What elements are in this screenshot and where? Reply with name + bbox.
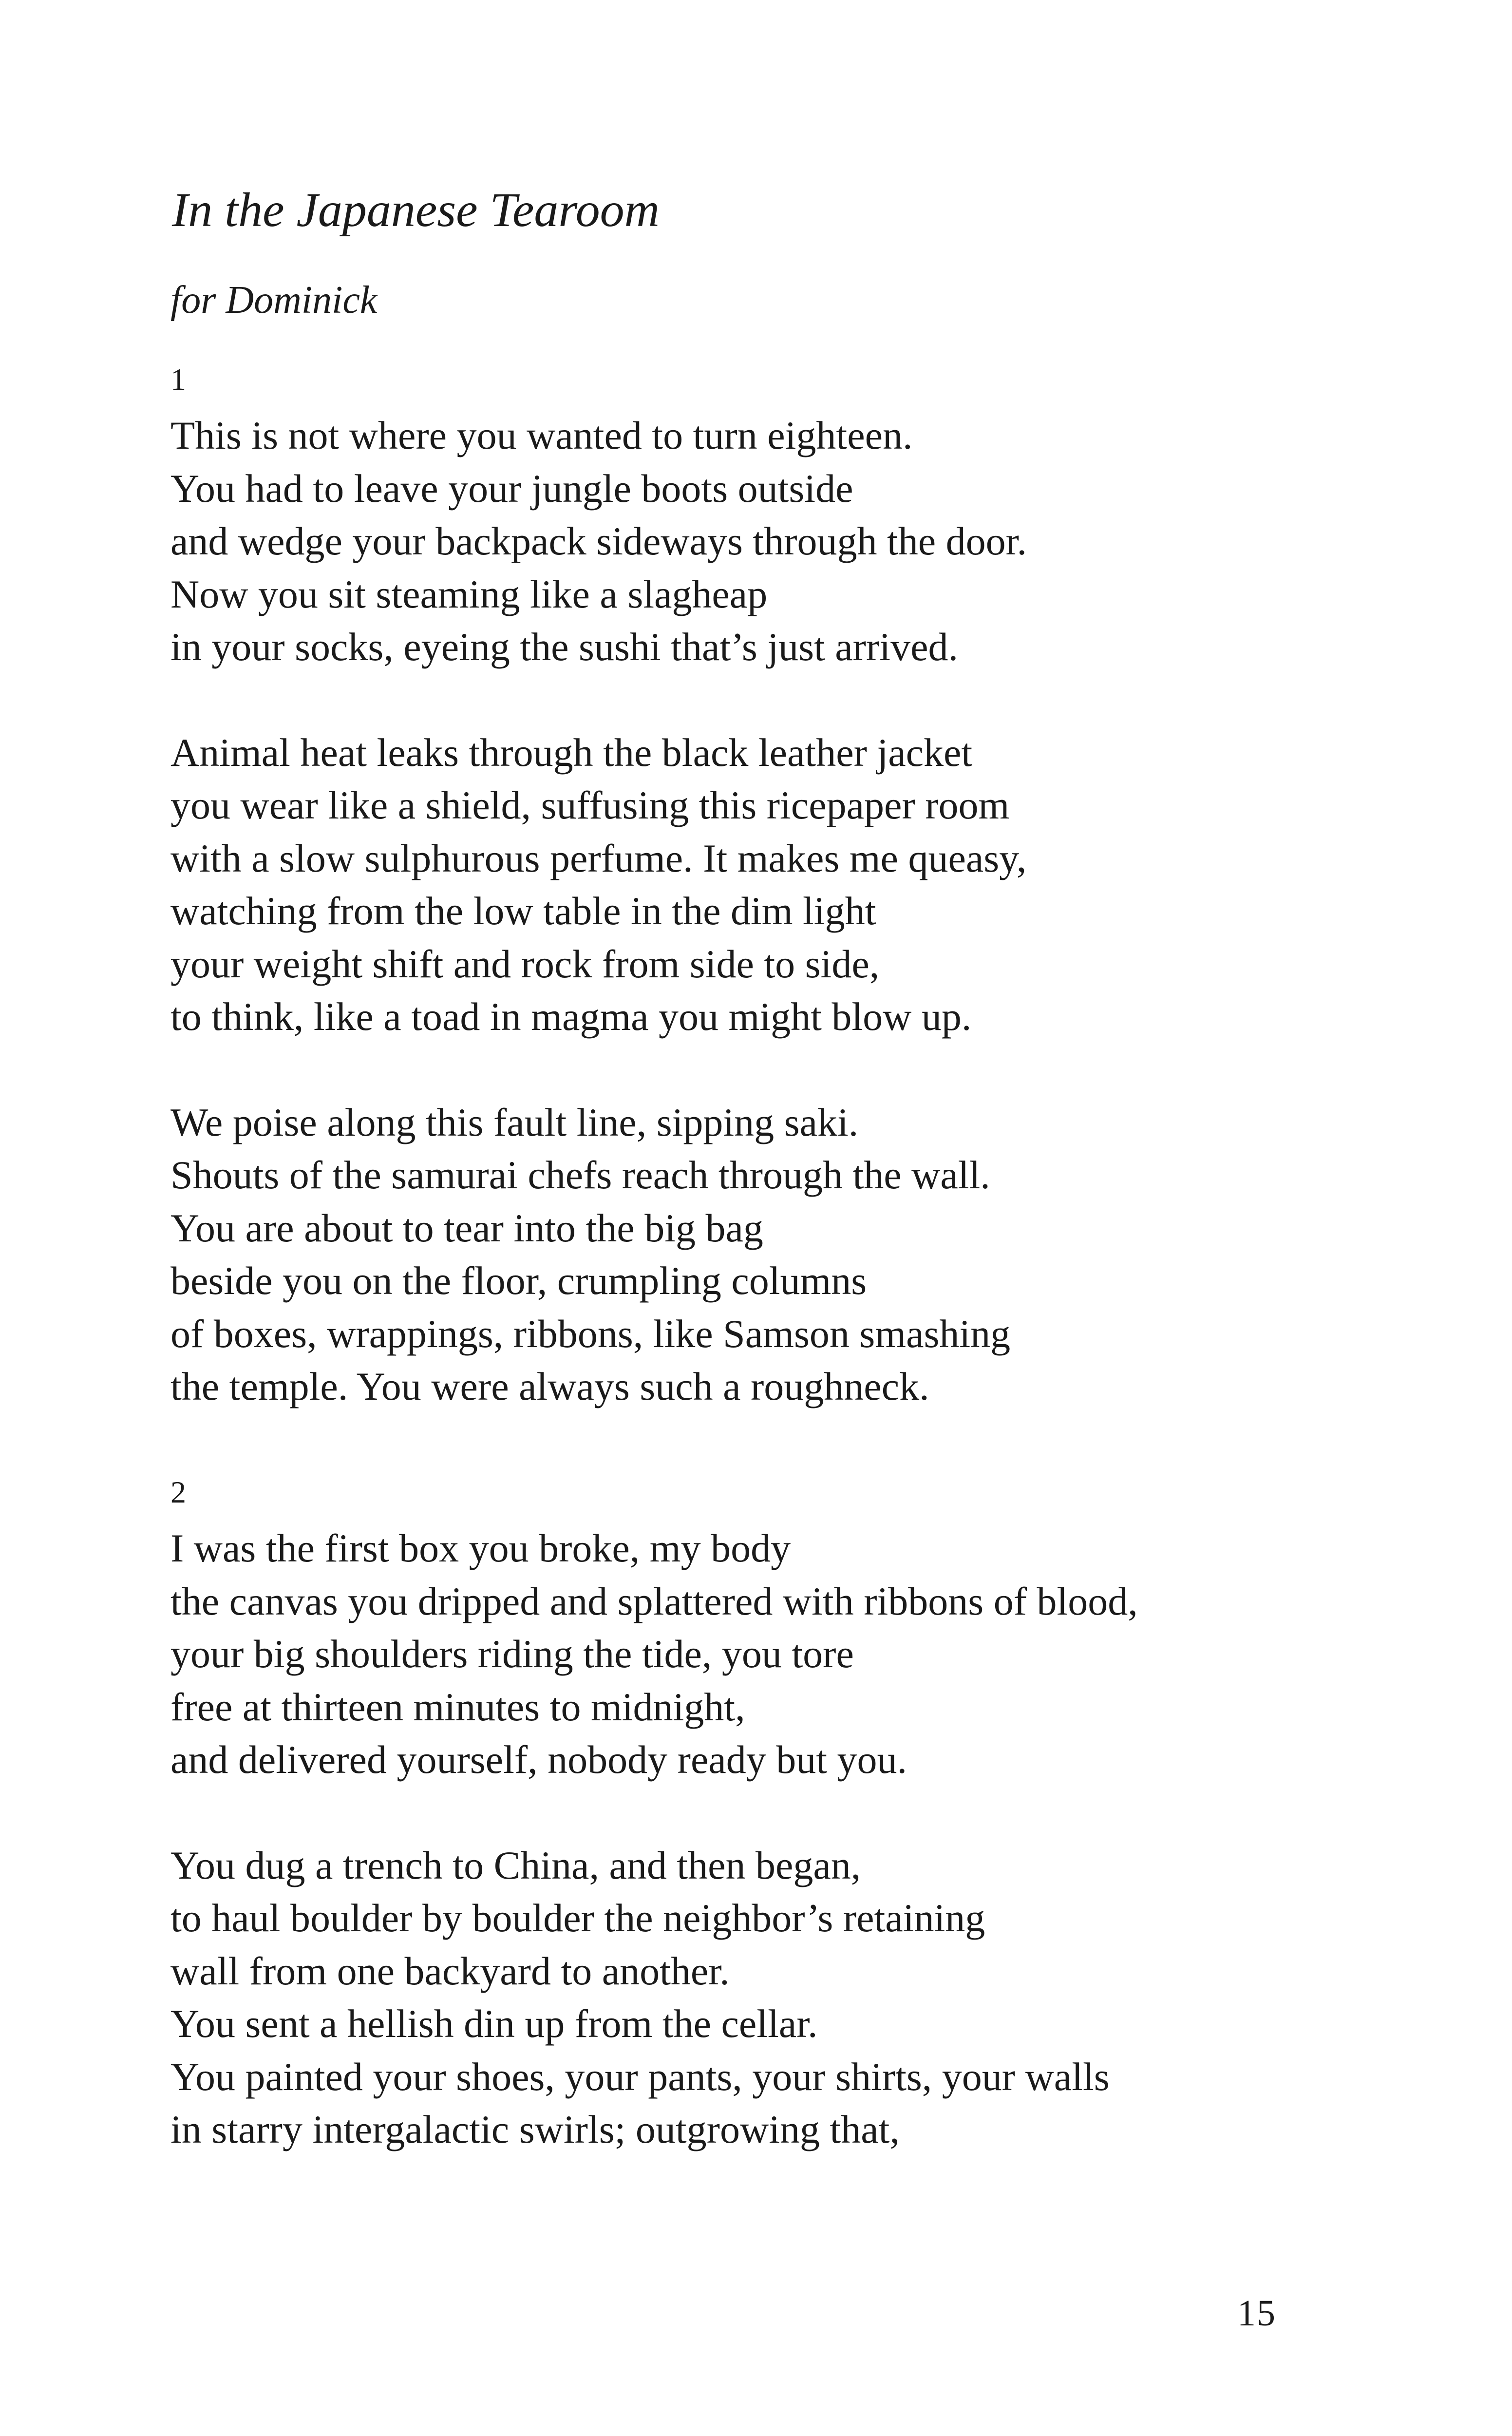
poem-line: You dug a trench to China, and then began, xyxy=(170,1843,861,1887)
poem-line: and delivered yourself, nobody ready but you. xyxy=(170,1737,907,1782)
poem-line: watching from the low table in the dim light xyxy=(170,889,876,933)
poem-line: in your socks, eyeing the sushi that’s just arrived. xyxy=(170,625,958,669)
poem-line: in starry intergalactic swirls; outgrowing that, xyxy=(170,2107,900,2151)
poem-line: to think, like a toad in magma you might blow up. xyxy=(170,994,972,1039)
poem-line: You sent a hellish din up from the cellar. xyxy=(170,2001,818,2046)
poem-line: you wear like a shield, suffusing this ricepaper room xyxy=(170,783,1010,827)
poem-line: to haul boulder by boulder the neighbor’s retaining xyxy=(170,1896,985,1940)
poem-line: Now you sit steaming like a slagheap xyxy=(170,571,768,616)
poem-line: I was the first box you broke, my body xyxy=(170,1526,791,1570)
stanza xyxy=(170,1522,1138,1787)
poem-line: Animal heat leaks through the black leather jacket xyxy=(170,730,973,775)
poem-section-1 xyxy=(170,362,1027,1413)
section-number: 1 xyxy=(170,362,186,397)
poem-title: In the Japanese Tearoom xyxy=(172,183,660,237)
section-number: 2 xyxy=(170,1475,186,1509)
page-number: 15 xyxy=(1237,2293,1276,2334)
stanza xyxy=(170,726,1027,1044)
poem-line: your big shoulders riding the tide, you tore xyxy=(170,1632,854,1676)
poem-line: and wedge your backpack sideways through the door. xyxy=(170,519,1027,563)
poem-line: of boxes, wrappings, ribbons, like Samson smashing xyxy=(170,1311,1011,1356)
poem-line: wall from one backyard to another. xyxy=(170,1948,730,1993)
stanza xyxy=(170,409,1027,674)
poem-line: You had to leave your jungle boots outside xyxy=(170,466,853,511)
poem-section-2 xyxy=(170,1475,1138,2156)
poem-line: with a slow sulphurous perfume. It makes me queasy, xyxy=(170,836,1027,880)
stanza xyxy=(170,1096,1027,1413)
stanza xyxy=(170,1839,1138,2156)
poem-line: Shouts of the samurai chefs reach through the wall. xyxy=(170,1153,990,1197)
poem-line: beside you on the floor, crumpling columns xyxy=(170,1258,867,1303)
poem-dedication: for Dominick xyxy=(170,279,378,322)
poem-line: the temple. You were always such a roughneck. xyxy=(170,1364,929,1408)
poem-line: You painted your shoes, your pants, your shirts, your walls xyxy=(170,2054,1110,2099)
poem-line: You are about to tear into the big bag xyxy=(170,1205,763,1250)
poem-line: This is not where you wanted to turn eighteen. xyxy=(170,413,913,457)
poem-line: We poise along this fault line, sipping saki. xyxy=(170,1100,859,1144)
poem-line: your weight shift and rock from side to side, xyxy=(170,941,880,986)
poem-line: the canvas you dripped and splattered with ribbons of blood, xyxy=(170,1579,1138,1623)
poem-line: free at thirteen minutes to midnight, xyxy=(170,1684,745,1729)
